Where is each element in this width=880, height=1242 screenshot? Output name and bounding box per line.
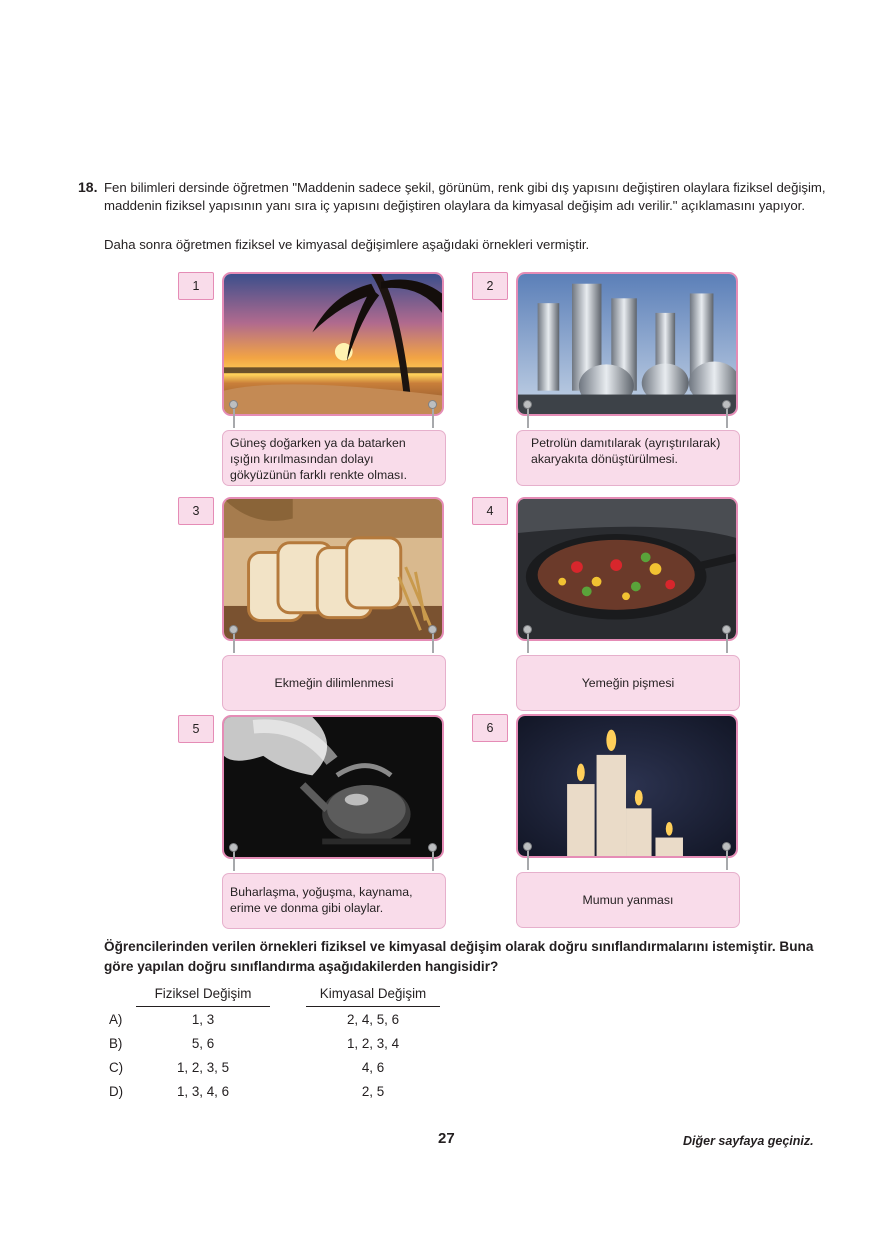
- option-physical: 5, 6: [191, 1036, 215, 1051]
- card-number: 1: [178, 272, 214, 300]
- option-physical: 1, 3: [191, 1012, 215, 1027]
- example-card-4: [472, 497, 740, 717]
- card-caption: Yemeğin pişmesi: [516, 655, 740, 711]
- card-caption: Petrolün damıtılarak (ayrıştırılarak) akaryakıta dönüştürülmesi.: [516, 430, 740, 486]
- next-page-note: Diğer sayfaya geçiniz.: [683, 1134, 814, 1148]
- card-caption: Buharlaşma, yoğuşma, kaynama, erime ve donma gibi olaylar.: [222, 873, 446, 929]
- burning-candles-photo: [516, 714, 738, 858]
- card-number: 2: [472, 272, 508, 300]
- option-chemical: 4, 6: [361, 1060, 385, 1075]
- sunset-beach-photo: [222, 272, 444, 416]
- option-chemical: 1, 2, 3, 4: [346, 1036, 400, 1051]
- answer-option-a[interactable]: [104, 1012, 504, 1034]
- option-label: B): [109, 1036, 123, 1051]
- card-caption: Mumun yanması: [516, 872, 740, 928]
- oil-refinery-photo: [516, 272, 738, 416]
- option-label: C): [109, 1060, 124, 1075]
- card-number: 6: [472, 714, 508, 742]
- card-number: 4: [472, 497, 508, 525]
- example-card-3: [178, 497, 446, 717]
- question-paragraph-2: Daha sonra öğretmen fiziksel ve kimyasal değişimlere aşağıdaki örnekleri vermiştir.: [104, 237, 590, 252]
- header-underline: [136, 1006, 270, 1007]
- example-card-5: [178, 715, 446, 935]
- steaming-kettle-photo: [222, 715, 444, 859]
- header-chemical: Kimyasal Değişim: [319, 986, 427, 1001]
- example-card-2: [472, 272, 740, 492]
- header-underline: [306, 1006, 440, 1007]
- card-caption: Ekmeğin dilimlenmesi: [222, 655, 446, 711]
- question-number: 18.: [78, 179, 98, 195]
- question-paragraph-1: Fen bilimleri dersinde öğretmen "Maddenin sadece şekil, görünüm, renk gibi dış yapısını değiştiren olaylara fiziksel değişim, maddenin fiziksel yapısının yanı sıra iç yapısını değiştiren olaylara da kimyasal değişim adı verilir." açıklamasını yapıyor.: [104, 180, 826, 213]
- answer-option-d[interactable]: [104, 1084, 504, 1106]
- example-card-6: [472, 714, 740, 934]
- option-chemical: 2, 5: [361, 1084, 385, 1099]
- card-number: 5: [178, 715, 214, 743]
- answer-option-b[interactable]: [104, 1036, 504, 1058]
- option-physical: 1, 2, 3, 5: [176, 1060, 230, 1075]
- example-card-1: [178, 272, 446, 492]
- option-label: D): [109, 1084, 124, 1099]
- option-chemical: 2, 4, 5, 6: [346, 1012, 400, 1027]
- option-physical: 1, 3, 4, 6: [176, 1084, 230, 1099]
- header-physical: Fiziksel Değişim: [154, 986, 252, 1001]
- cooking-wok-photo: [516, 497, 738, 641]
- option-label: A): [109, 1012, 123, 1027]
- question-instruction: Öğrencilerinden verilen örnekleri fiziksel ve kimyasal değişim olarak doğru sınıflandırmalarını istemiştir. Buna göre yapılan doğru sınıflandırma aşağıdakilerden hangisidir?: [104, 939, 814, 974]
- page-number: 27: [438, 1130, 455, 1147]
- sliced-bread-photo: [222, 497, 444, 641]
- card-number: 3: [178, 497, 214, 525]
- answer-option-c[interactable]: [104, 1060, 504, 1082]
- card-caption: Güneş doğarken ya da batarken ışığın kırılmasından dolayı gökyüzünün farklı renkte olması.: [222, 430, 446, 486]
